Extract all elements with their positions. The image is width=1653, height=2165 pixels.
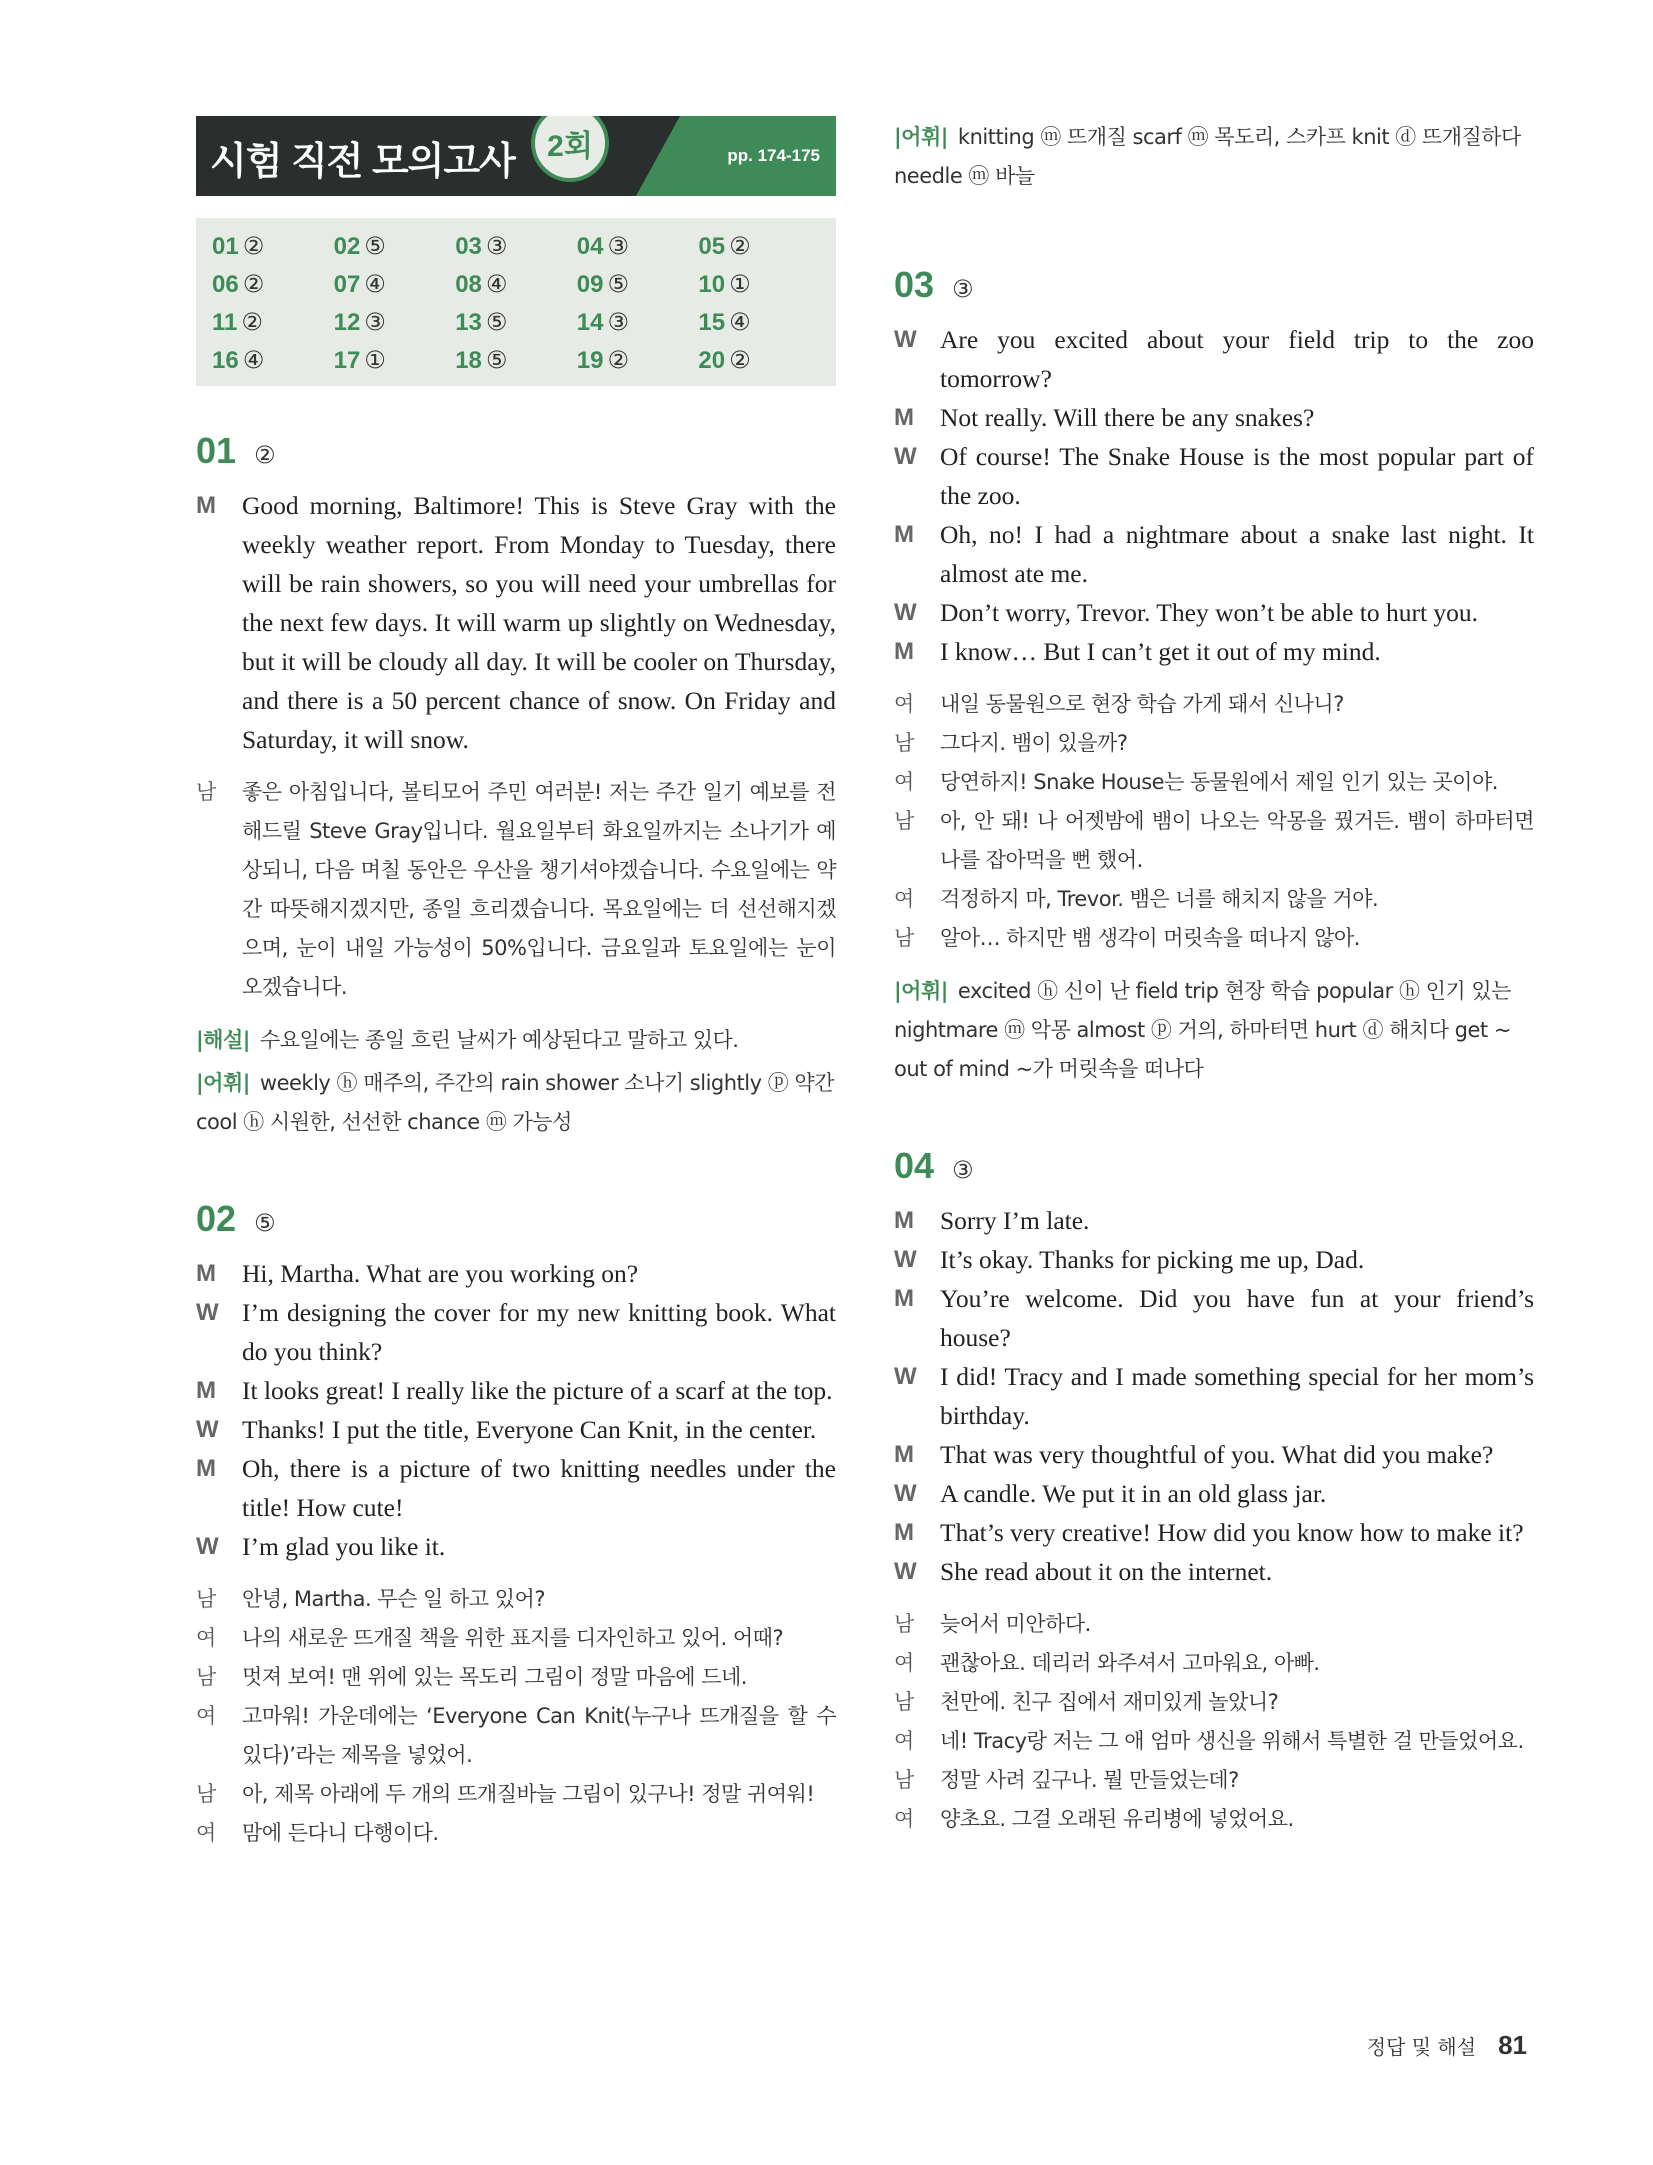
answer-number: 08 [455, 271, 482, 298]
dialogue-line [196, 1410, 836, 1449]
test-number-badge: 2회 [531, 116, 609, 182]
dialogue-line [894, 1722, 1534, 1761]
translation-03 [894, 685, 1534, 958]
line-text: 걱정하지 마, Trevor. 뱀은 너를 해치지 않을 거야. [940, 887, 1379, 911]
dialogue-line [894, 1800, 1534, 1839]
dialogue-line [196, 1697, 836, 1775]
dialogue-01 [196, 486, 836, 759]
page-range: pp. 174-175 [727, 146, 820, 165]
answer-mark: ① [364, 347, 386, 374]
speaker-label: M [196, 1377, 216, 1404]
answer-mark: ④ [485, 271, 508, 298]
answer-key-item [698, 308, 820, 342]
explanation-text: 수요일에는 종일 흐린 날씨가 예상된다고 말하고 있다. [259, 1028, 739, 1052]
dialogue-line [894, 1201, 1534, 1240]
line-text: Are you excited about your field trip to the zoo tomorrow? [940, 325, 1534, 393]
line-text: Thanks! I put the title, Everyone Can Knit, in the center. [242, 1415, 817, 1444]
answer-key-item [577, 232, 699, 266]
dialogue-line [894, 1761, 1534, 1800]
answer-number: 10 [698, 271, 726, 298]
dialogue-line [894, 1605, 1534, 1644]
dialogue-line [894, 685, 1534, 724]
dialogue-line [196, 1658, 836, 1697]
dialogue-line [196, 1775, 836, 1814]
dialogue-line [894, 1552, 1534, 1591]
question-header-03 [894, 264, 1534, 306]
dialogue-04 [894, 1201, 1534, 1591]
dialogue-line [894, 1279, 1534, 1357]
answer-key-item [698, 270, 820, 304]
answer-mark: ② [242, 233, 265, 260]
question-answer: ③ [952, 1157, 974, 1184]
answer-number: 01 [212, 233, 239, 260]
line-text: 나의 새로운 뜨개질 책을 위한 표지를 디자인하고 있어. 어때? [242, 1626, 784, 1650]
line-text: 알아… 하지만 뱀 생각이 머릿속을 떠나지 않아. [940, 926, 1360, 950]
speaker-label: M [894, 1285, 914, 1312]
answer-mark: ③ [485, 233, 508, 260]
dialogue-line [894, 515, 1534, 593]
line-text: You’re welcome. Did you have fun at your friend’s house? [940, 1284, 1534, 1352]
line-text: Good morning, Baltimore! This is Steve Gray with the weekly weather report. From Monday to Tuesday, there will be rain showers, so you will need your umbrellas for the next few days. It will warm up slightly on Wednesday, but it will be cloudy all day. It will be cooler on Thursday, and there is a 50 percent chance of snow. On Friday and Saturday, it will snow. [242, 491, 836, 754]
answer-number: 14 [576, 309, 604, 336]
line-text: 내일 동물원으로 현장 학습 가게 돼서 신나니? [940, 692, 1344, 716]
answer-key-item [455, 270, 577, 304]
line-text: 네! Tracy랑 저는 그 애 엄마 생신을 위해서 특별한 걸 만들었어요. [940, 1729, 1524, 1753]
answer-number: 13 [455, 309, 482, 336]
speaker-label: M [894, 1519, 914, 1546]
speaker-label: M [196, 1455, 216, 1482]
line-text: Oh, there is a picture of two knitting needles under the title! How cute! [242, 1454, 836, 1522]
answer-key-item [334, 308, 456, 342]
explanation-01 [196, 1021, 836, 1060]
answer-number: 17 [333, 347, 361, 374]
line-text: 맘에 든다니 다행이다. [242, 1821, 439, 1845]
answer-mark: ⑤ [607, 271, 630, 298]
dialogue-line [894, 1513, 1534, 1552]
dialogue-line [196, 1619, 836, 1658]
speaker-label: W [894, 1246, 917, 1273]
line-text: I’m glad you like it. [242, 1532, 446, 1561]
vocab-01 [196, 1064, 836, 1142]
speaker-label: 남 [196, 1665, 216, 1689]
question-answer: ⑤ [254, 1210, 276, 1237]
answer-key-item [455, 346, 577, 380]
line-text: 늦어서 미안하다. [940, 1612, 1091, 1636]
dialogue-line [196, 1527, 836, 1566]
answer-mark: ② [241, 309, 263, 336]
answer-mark: ① [729, 271, 751, 298]
line-text: Hi, Martha. What are you working on? [242, 1259, 639, 1288]
answer-key-item [577, 346, 699, 380]
dialogue-line [196, 773, 836, 1007]
answer-key-item [455, 308, 577, 342]
right-column [894, 118, 1534, 1839]
line-text: It looks great! I really like the picture of a scarf at the top. [242, 1376, 833, 1405]
footer-label: 정답 및 해설 [1366, 2035, 1477, 2059]
dialogue-line [894, 437, 1534, 515]
vocab-tag: |어휘| [196, 1071, 250, 1095]
speaker-label: 남 [894, 926, 914, 950]
answer-mark: ⑤ [364, 233, 386, 260]
dialogue-line [894, 1357, 1534, 1435]
speaker-label: 여 [196, 1626, 216, 1650]
speaker-label: W [196, 1533, 219, 1560]
answer-mark: ② [607, 347, 630, 374]
answer-number: 05 [698, 233, 726, 260]
dialogue-line [894, 320, 1534, 398]
answer-number: 06 [212, 271, 239, 298]
question-number: 03 [894, 264, 935, 305]
line-text: That was very thoughtful of you. What did you make? [940, 1440, 1494, 1469]
answer-mark: ④ [364, 271, 386, 298]
dialogue-line [894, 802, 1534, 880]
answer-number: 20 [698, 347, 726, 374]
answer-number: 15 [698, 309, 726, 336]
speaker-label: 남 [894, 1690, 914, 1714]
dialogue-line [894, 919, 1534, 958]
line-text: 당연하지! Snake House는 동물원에서 제일 인기 있는 곳이야. [940, 770, 1498, 794]
line-text: Of course! The Snake House is the most popular part of the zoo. [940, 442, 1534, 510]
answer-key-item [212, 270, 334, 304]
dialogue-line [196, 1254, 836, 1293]
speaker-label: W [894, 1363, 917, 1390]
answer-key-item [212, 346, 334, 380]
vocab-tag: |어휘| [894, 979, 948, 1003]
speaker-label: M [894, 1441, 914, 1468]
question-number: 04 [894, 1145, 935, 1186]
dialogue-line [894, 398, 1534, 437]
dialogue-line [196, 1449, 836, 1527]
line-text: 좋은 아침입니다, 볼티모어 주민 여러분! 저는 주간 일기 예보를 전해드릴 Steve Gray입니다. 월요일부터 화요일까지는 소나기가 예상되니, 다음 며칠 동안은 우산을 챙기셔야겠습니다. 수요일에는 약간 따뜻해지겠지만, 종일 흐리겠습니다. 목요일에는 더 선선해지겠으며, 눈이 내일 가능성이 50%입니다. 금요일과 토요일에는 눈이 오겠습니다. [242, 780, 836, 999]
answer-key-grid [196, 218, 836, 386]
speaker-label: W [894, 599, 917, 626]
answer-mark: ③ [607, 233, 630, 260]
answer-number: 03 [455, 233, 482, 260]
line-text: 멋져 보여! 맨 위에 있는 목도리 그림이 정말 마음에 드네. [242, 1665, 747, 1689]
question-header-02 [196, 1198, 836, 1240]
line-text: I’m designing the cover for my new knitting book. What do you think? [242, 1298, 836, 1366]
vocab-02 [894, 118, 1534, 196]
answer-mark: ④ [729, 309, 751, 336]
answer-key-item [334, 232, 456, 266]
dialogue-line [894, 724, 1534, 763]
question-number: 02 [196, 1198, 237, 1239]
question-answer: ② [254, 442, 276, 469]
dialogue-03 [894, 320, 1534, 671]
question-header-01 [196, 430, 836, 472]
answer-key-item [577, 270, 699, 304]
answer-key-item [212, 308, 334, 342]
answer-key-item [577, 308, 699, 342]
translation-04 [894, 1605, 1534, 1839]
line-text: 아, 제목 아래에 두 개의 뜨개질바늘 그림이 있구나! 정말 귀여워! [242, 1782, 815, 1806]
line-text: I know… But I can’t get it out of my mind. [940, 637, 1381, 666]
question-answer: ③ [952, 276, 974, 303]
line-text: 아, 안 돼! 나 어젯밤에 뱀이 나오는 악몽을 꿨거든. 뱀이 하마터면 나를 잡아먹을 뻔 했어. [940, 809, 1534, 872]
answer-number: 04 [576, 233, 604, 260]
answer-mark: ③ [364, 309, 386, 336]
line-text: Don’t worry, Trevor. They won’t be able to hurt you. [940, 598, 1479, 627]
dialogue-line [894, 593, 1534, 632]
speaker-label: 여 [894, 1807, 914, 1831]
answer-mark: ② [729, 347, 751, 374]
answer-mark: ② [242, 271, 265, 298]
line-text: It’s okay. Thanks for picking me up, Dad. [940, 1245, 1365, 1274]
answer-number: 07 [333, 271, 361, 298]
vocab-tag: |어휘| [894, 125, 948, 149]
speaker-label: 여 [196, 1821, 216, 1845]
speaker-label: W [894, 1558, 917, 1585]
line-text: Not really. Will there be any snakes? [940, 403, 1315, 432]
speaker-label: M [894, 638, 914, 665]
answer-key-item [334, 270, 456, 304]
answer-number: 12 [333, 309, 361, 336]
speaker-label: 남 [894, 1768, 914, 1792]
speaker-label: 남 [894, 731, 914, 755]
answer-key-item [455, 232, 577, 266]
dialogue-line [894, 632, 1534, 671]
speaker-label: M [196, 1260, 216, 1287]
answer-number: 18 [455, 347, 482, 374]
speaker-label: M [894, 404, 914, 431]
answer-mark: ⑤ [485, 309, 508, 336]
section-banner [196, 116, 836, 196]
line-text: She read about it on the internet. [940, 1557, 1273, 1586]
speaker-label: W [894, 326, 917, 353]
speaker-label: 여 [894, 692, 914, 716]
answer-mark: ③ [607, 309, 630, 336]
line-text: 천만에. 친구 집에서 재미있게 놀았니? [940, 1690, 1279, 1714]
speaker-label: 남 [196, 1782, 216, 1806]
line-text: 고마워! 가운데에는 ‘Everyone Can Knit(누구나 뜨개질을 할 수 있다)’라는 제목을 넣었어. [242, 1704, 836, 1767]
dialogue-line [894, 1644, 1534, 1683]
dialogue-line [196, 1814, 836, 1853]
speaker-label: M [894, 521, 914, 548]
speaker-label: 여 [894, 1729, 914, 1753]
answer-key-item [212, 232, 334, 266]
line-text: 양초요. 그걸 오래된 유리병에 넣었어요. [940, 1807, 1294, 1831]
speaker-label: M [894, 1207, 914, 1234]
dialogue-line [894, 880, 1534, 919]
line-text: 괜찮아요. 데리러 와주셔서 고마워요, 아빠. [940, 1651, 1320, 1675]
page-footer [1367, 2030, 1527, 2061]
line-text: Oh, no! I had a nightmare about a snake last night. It almost ate me. [940, 520, 1534, 588]
vocab-03 [894, 972, 1534, 1089]
answer-key-item [698, 232, 820, 266]
answer-mark: ② [729, 233, 751, 260]
dialogue-line [894, 1683, 1534, 1722]
dialogue-line [196, 1371, 836, 1410]
line-text: 안녕, Martha. 무슨 일 하고 있어? [242, 1587, 545, 1611]
vocab-text: excited ⓗ 신이 난 field trip 현장 학습 popular ⓗ 인기 있는 nightmare ⓜ 악몽 almost ⓟ 거의, 하마터면 hurt ⓓ 해치다 get ~ out of mind ~가 머릿속을 떠나다 [894, 979, 1511, 1081]
line-text: 정말 사려 깊구나. 뭘 만들었는데? [940, 1768, 1239, 1792]
speaker-label: 여 [196, 1704, 216, 1728]
speaker-label: 남 [894, 1612, 914, 1636]
answer-number: 02 [333, 233, 361, 260]
dialogue-line [894, 1474, 1534, 1513]
speaker-label: W [894, 1480, 917, 1507]
speaker-label: 여 [894, 887, 914, 911]
dialogue-line [196, 1580, 836, 1619]
vocab-text: weekly ⓗ 매주의, 주간의 rain shower 소나기 slightly ⓟ 약간 cool ⓗ 시원한, 선선한 chance ⓜ 가능성 [196, 1071, 834, 1134]
answer-number: 19 [576, 347, 604, 374]
speaker-label: 여 [894, 1651, 914, 1675]
line-text: A candle. We put it in an old glass jar. [940, 1479, 1327, 1508]
explanation-tag: |해설| [196, 1028, 250, 1052]
vocab-text: knitting ⓜ 뜨개질 scarf ⓜ 목도리, 스카프 knit ⓓ 뜨개질하다 needle ⓜ 바늘 [894, 125, 1521, 188]
dialogue-line [894, 763, 1534, 802]
translation-02 [196, 1580, 836, 1853]
line-text: Sorry I’m late. [940, 1206, 1090, 1235]
speaker-label: 남 [196, 780, 216, 804]
speaker-label: 남 [894, 809, 914, 833]
line-text: I did! Tracy and I made something special for her mom’s birthday. [940, 1362, 1534, 1430]
translation-01 [196, 773, 836, 1007]
page-title: 시험 직전 모의고사 [210, 141, 515, 183]
page-number: 81 [1498, 2030, 1527, 2060]
speaker-label: 여 [894, 770, 914, 794]
answer-key-item [334, 346, 456, 380]
line-text: 그다지. 뱀이 있을까? [940, 731, 1128, 755]
question-header-04 [894, 1145, 1534, 1187]
answer-mark: ④ [242, 347, 265, 374]
dialogue-line [196, 1293, 836, 1371]
answer-number: 09 [576, 271, 604, 298]
answer-number: 11 [212, 309, 238, 336]
dialogue-line [894, 1435, 1534, 1474]
left-column [196, 116, 836, 1853]
speaker-label: W [196, 1299, 219, 1326]
answer-mark: ⑤ [485, 347, 508, 374]
speaker-label: W [196, 1416, 219, 1443]
line-text: That’s very creative! How did you know how to make it? [940, 1518, 1524, 1547]
question-number: 01 [196, 430, 237, 471]
answer-key-item [698, 346, 820, 380]
dialogue-line [894, 1240, 1534, 1279]
speaker-label: 남 [196, 1587, 216, 1611]
speaker-label: W [894, 443, 917, 470]
dialogue-line [196, 486, 836, 759]
dialogue-02 [196, 1254, 836, 1566]
answer-number: 16 [212, 347, 239, 374]
speaker-label: M [196, 492, 216, 519]
